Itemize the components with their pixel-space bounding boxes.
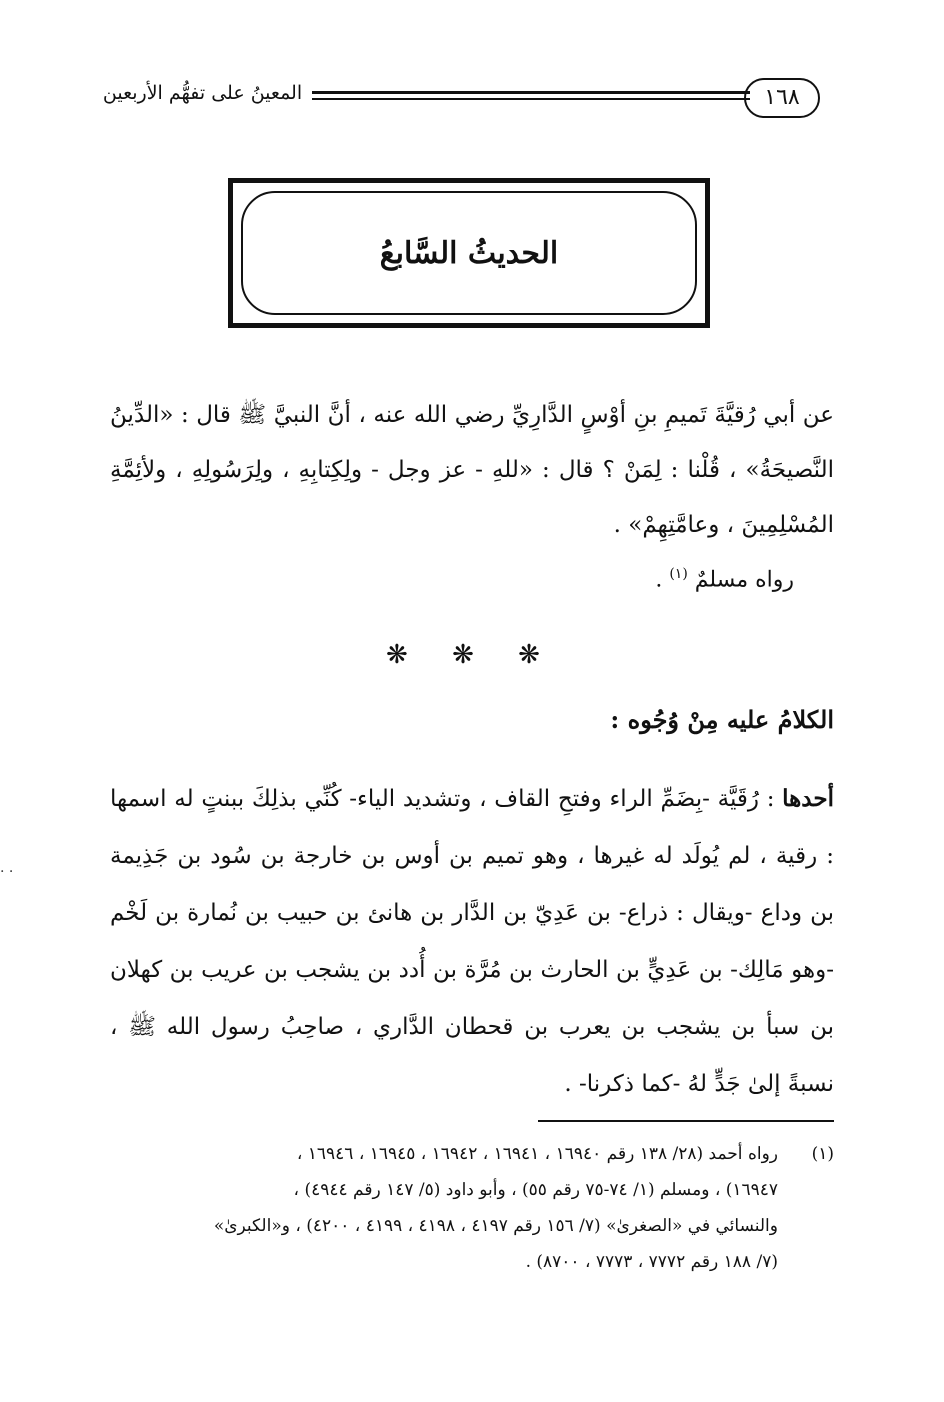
- chapter-title-frame: [228, 178, 710, 328]
- page-header: [100, 78, 820, 118]
- section-separator: ❋ ❋ ❋: [386, 640, 558, 670]
- page-number: ١٦٨: [744, 78, 820, 118]
- header-rule-thin: [312, 98, 750, 100]
- section-heading: الكلامُ عليه مِنْ وُجُوه :: [610, 705, 834, 734]
- first-point-label: أحدها: [782, 785, 834, 812]
- footnote-line: والنسائي في «الصغرىٰ» (٧/ ١٥٦ رقم ٤١٩٧ ، ٤١٩٨ ، ٤١٩٩ ، ٤٢٠٠) ، و«الكبرىٰ»: [213, 1216, 778, 1236]
- chapter-title-inner-frame: [241, 191, 697, 315]
- commentary-text: : رُقَيَّة -بِضَمِّ الراء وفتحِ القاف ، وتشديد الياء- كُنِّي بذلِكَ ببنتٍ له اسمها : رقية ، لم يُولَد له غيرها ، وهو تميم بن أوس بن خارجة بن سُود بن جَذِيمة بن وداع -ويقال : ذراع- بن عَدِيّ بن الدَّار بن هانئ بن حبيب بن نُمارة بن لَخْم -وهو مَالِك- بن عَدِيٍّ بن الحارث بن مُرَّة بن أُدد بن يشجب بن عريب بن كهلان بن سبأ بن يشجب بن يعرب بن قحطان الدَّاري ، صاحِبُ رسول الله ﷺ ، نسبةً إلىٰ جَدٍّ لهُ -كما ذكرنا- .: [110, 786, 834, 1097]
- header-rule: [312, 91, 750, 94]
- footnote-text: [110, 1136, 778, 1280]
- footnote-line: (٧/ ١٨٨ رقم ٧٧٧٢ ، ٧٧٧٣ ، ٨٧٠٠) .: [525, 1252, 778, 1272]
- running-title: المعينُ على تفهُّم الأربعين: [102, 82, 303, 104]
- chapter-title: الحديثُ السَّابعُ: [379, 235, 559, 271]
- footnote-line: رواه أحمد (٢٨/ ١٣٨ رقم ١٦٩٤٠ ، ١٦٩٤١ ، ١٦٩٤٢ ، ١٦٩٤٥ ، ١٦٩٤٦ ،: [296, 1144, 778, 1164]
- margin-marks: . .: [0, 860, 14, 876]
- hadith-text: عن أبي رُقيَّةَ تَميمِ بنِ أوْسٍ الدَّارِيِّ رضي الله عنه ، أنَّ النبيَّ ﷺ قال : «الدِّينُ النَّصيحَةُ» ، قُلْنا : لِمَنْ ؟ قال : «للهِ - عز وجل - ولِكِتابِهِ ، ولِرَسُولِهِ ، ولأئِمَّةِ المُسْلِمِينَ ، وعامَّتِهِمْ» .: [110, 402, 834, 538]
- commentary-paragraph: [110, 770, 834, 1113]
- footnote-line: ١٦٩٤٧) ، ومسلم (١/ ٧٤-٧٥ رقم ٥٥) ، وأبو داود (٥/ ١٤٧ رقم ٤٩٤٤) ،: [293, 1180, 778, 1200]
- narration-source: رواه مسلمٌ $^{(١)}$ .: [655, 566, 794, 593]
- footnote-reference: (١): [669, 566, 688, 582]
- narrated-by: رواه مسلمٌ: [694, 567, 794, 593]
- footnote-rule: [538, 1120, 834, 1122]
- footnote: [110, 1136, 834, 1280]
- footnote-marker: (١): [811, 1144, 834, 1164]
